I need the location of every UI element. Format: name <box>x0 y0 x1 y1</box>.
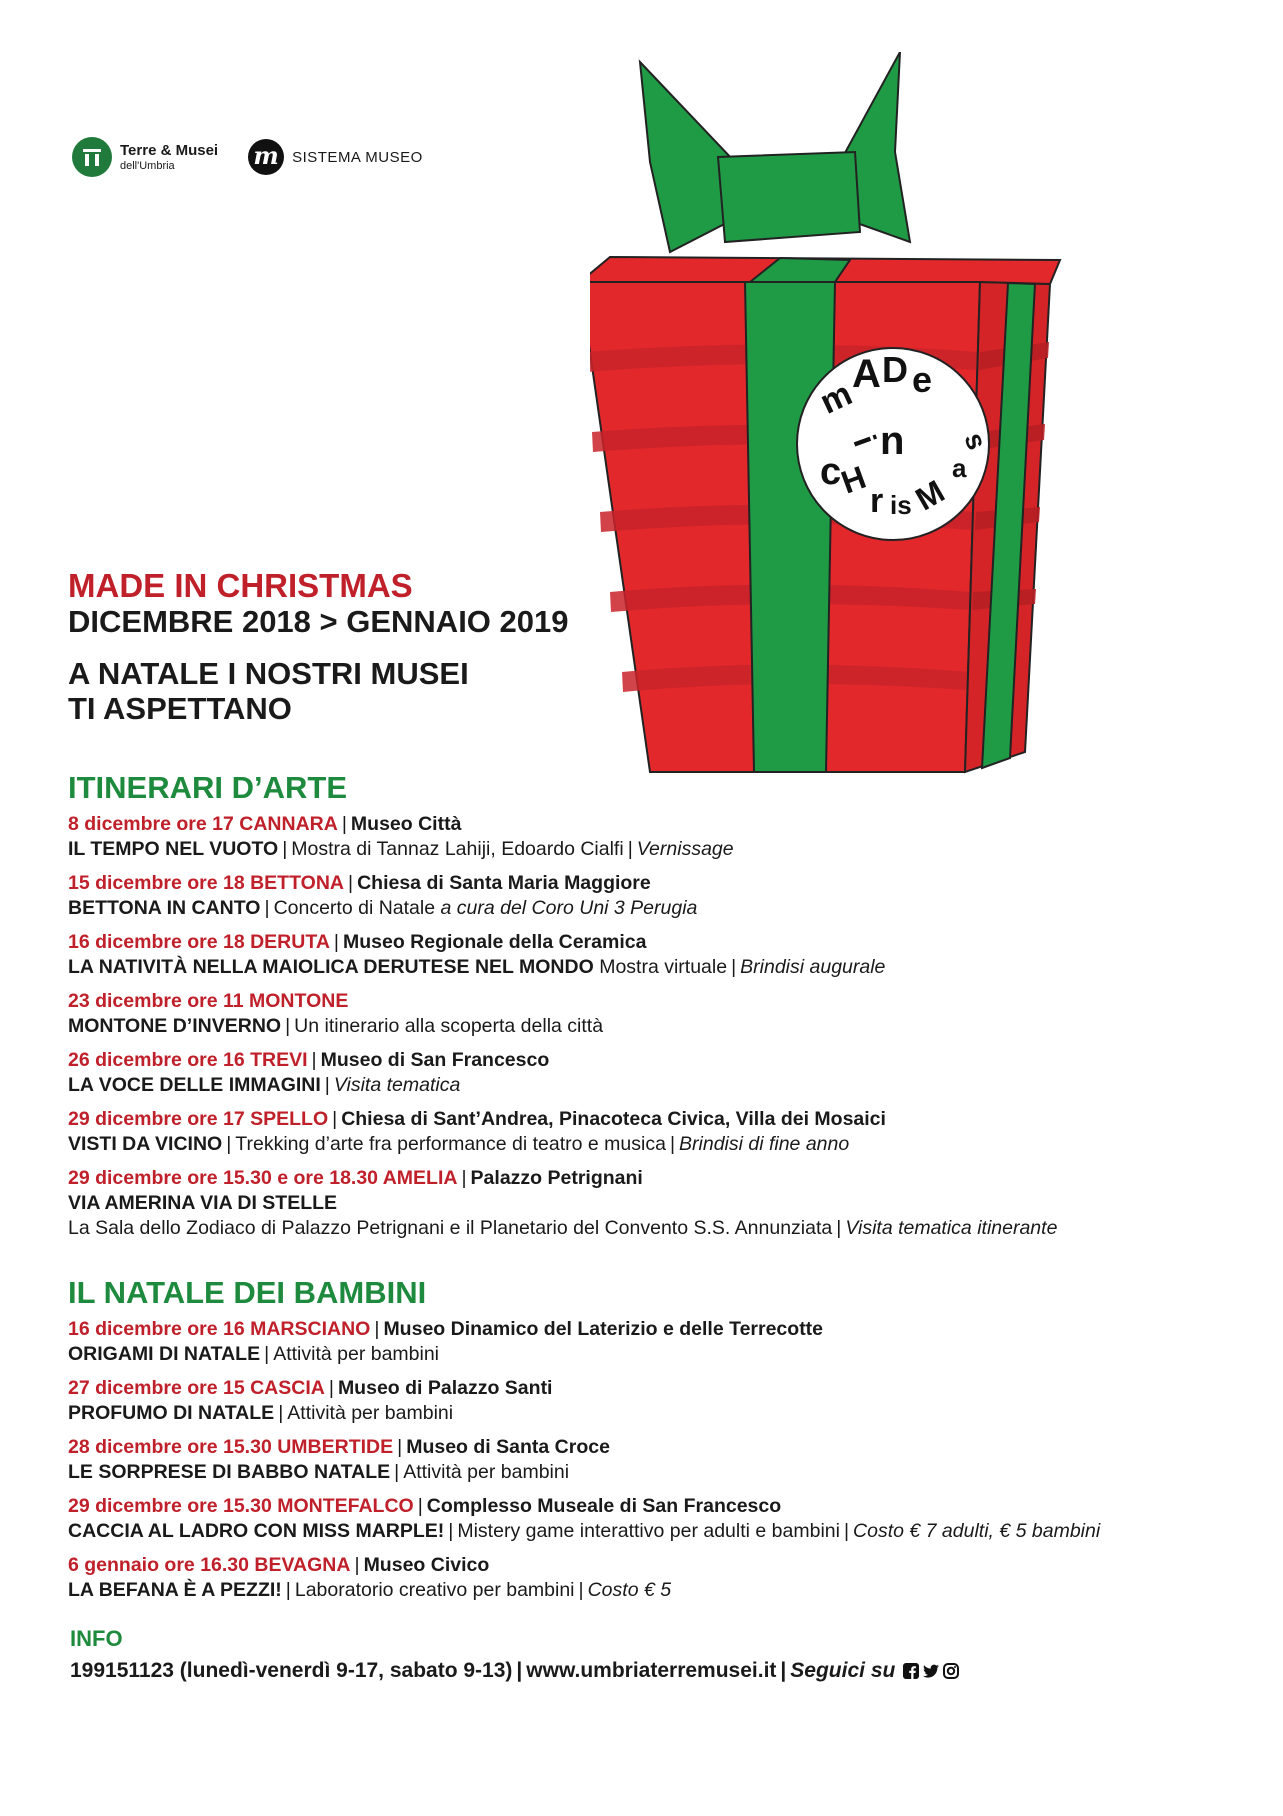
svg-text:c: c <box>820 451 842 493</box>
event-name: LA BEFANA È A PEZZI! <box>68 1579 282 1601</box>
separator: | <box>341 813 347 835</box>
event-list <box>68 812 1228 1241</box>
svg-text:M: M <box>909 472 951 518</box>
event-name: VIA AMERINA VIA DI STELLE <box>68 1192 338 1214</box>
info-follow: Seguici su <box>790 1659 896 1682</box>
event-venue: Museo Città <box>350 813 462 835</box>
svg-text:e: e <box>912 359 933 400</box>
event-date-place: 29 dicembre ore 15.30 MONTEFALCO <box>68 1495 414 1517</box>
event-when-line <box>68 1317 1228 1342</box>
separator: | <box>374 1318 380 1340</box>
event-desc: Concerto di Natale <box>273 897 436 919</box>
separator: | <box>448 1520 454 1542</box>
event-venue: Chiesa di Sant’Andrea, Pinacoteca Civica, Villa dei Mosaici <box>341 1108 886 1130</box>
event-item <box>68 1166 1228 1241</box>
event-venue: Chiesa di Santa Maria Maggiore <box>357 872 651 894</box>
event-when-line <box>68 1166 1228 1191</box>
event-title-line <box>68 896 1228 921</box>
event-desc: Mostra di Tannaz Lahiji, Edoardo Cialfi <box>291 838 624 860</box>
info-section <box>70 1626 963 1686</box>
instagram-icon[interactable] <box>943 1663 959 1679</box>
event-extra: Brindisi di fine anno <box>679 1133 850 1155</box>
separator: | <box>226 1133 232 1155</box>
event-desc: Attività per bambini <box>273 1343 440 1365</box>
separator: | <box>332 1108 338 1130</box>
svg-text:a: a <box>952 453 967 483</box>
event-when-line <box>68 930 1228 955</box>
separator: | <box>348 872 354 894</box>
event-when-line <box>68 1435 1228 1460</box>
event-extra: Brindisi augurale <box>740 956 886 978</box>
event-item <box>68 1435 1228 1485</box>
separator: | <box>578 1579 584 1601</box>
event-tagline: A NATALE I NOSTRI MUSEI TI ASPETTANO <box>68 656 469 726</box>
itinerari-section <box>68 770 1228 1250</box>
ribbon-front <box>745 282 835 772</box>
separator: | <box>843 1520 850 1542</box>
separator: | <box>417 1495 423 1517</box>
info-line: 199151123 (lunedì-venerdì 9-17, sabato 9-13) | www.umbriaterremusei.it | Seguici su <box>70 1656 963 1686</box>
event-name: LA NATIVITÀ NELLA MAIOLICA DERUTESE NEL MONDO <box>68 956 594 978</box>
event-desc: Trekking d’arte fra performance di teatro e musica <box>235 1133 666 1155</box>
event-when-line <box>68 989 1228 1014</box>
svg-text:D: D <box>882 349 908 390</box>
event-venue: Palazzo Petrignani <box>470 1167 643 1189</box>
event-name: CACCIA AL LADRO CON MISS MARPLE! <box>68 1520 445 1542</box>
event-desc: Un itinerario alla scoperta della città <box>294 1015 604 1037</box>
event-title-line <box>68 1132 1228 1157</box>
separator: | <box>836 1217 842 1239</box>
event-date-place: 23 dicembre ore 11 MONTONE <box>68 990 349 1012</box>
social-icons <box>903 1663 963 1679</box>
event-when-line <box>68 1553 1228 1578</box>
event-item <box>68 1494 1228 1544</box>
event-item <box>68 1107 1228 1157</box>
bow-knot <box>718 152 860 242</box>
logo-bar <box>72 132 423 182</box>
terre-musei-logo <box>72 137 218 177</box>
gift-box-illustration <box>590 52 1120 792</box>
event-dates: DICEMBRE 2018 > GENNAIO 2019 <box>68 604 569 639</box>
sistema-museo-name: SISTEMA MUSEO <box>292 148 423 166</box>
terre-musei-icon <box>72 137 112 177</box>
event-title-line <box>68 1073 1228 1098</box>
event-desc: Attività per bambini <box>287 1402 454 1424</box>
event-when-line <box>68 1376 1228 1401</box>
facebook-icon[interactable] <box>903 1663 919 1679</box>
event-desc: Laboratorio creativo per bambini <box>294 1579 575 1601</box>
separator: | <box>278 1402 284 1424</box>
event-desc: Mostra virtuale <box>599 956 728 978</box>
separator: | <box>669 1133 676 1155</box>
event-date-place: 27 dicembre ore 15 CASCIA <box>68 1377 325 1399</box>
event-extra: Vernissage <box>636 838 734 860</box>
event-desc-line <box>68 1216 1228 1241</box>
event-title-line <box>68 1578 1228 1603</box>
event-extra: Visita tematica <box>333 1074 461 1096</box>
separator: | <box>354 1554 360 1576</box>
event-date-place: 28 dicembre ore 15.30 UMBERTIDE <box>68 1436 394 1458</box>
event-name: PROFUMO DI NATALE <box>68 1402 275 1424</box>
event-name: MONTONE D’INVERNO <box>68 1015 282 1037</box>
svg-text:s: s <box>958 428 993 454</box>
separator: | <box>328 1377 334 1399</box>
event-extra: Costo € 7 adulti, € 5 bambini <box>853 1520 1101 1542</box>
event-when-line <box>68 812 1228 837</box>
event-name: BETTONA IN CANTO <box>68 897 261 919</box>
event-item <box>68 989 1228 1039</box>
info-phone: 199151123 (lunedì-venerdì 9-17, sabato 9-13) <box>70 1659 513 1682</box>
event-desc: La Sala dello Zodiaco di Palazzo Petrignani e il Planetario del Convento S.S. Annunziata <box>68 1217 833 1239</box>
separator: | <box>311 1049 317 1071</box>
svg-text:i: i <box>846 430 884 452</box>
event-title-line <box>68 955 1228 980</box>
event-date-place: 16 dicembre ore 18 DERUTA <box>68 931 330 953</box>
event-date-place: 15 dicembre ore 18 BETTONA <box>68 872 344 894</box>
event-title-line <box>68 1401 1228 1426</box>
event-list <box>68 1317 1228 1603</box>
event-venue: Museo Regionale della Ceramica <box>342 931 647 953</box>
section-title: IL NATALE DEI BAMBINI <box>68 1275 427 1310</box>
separator: | <box>333 931 339 953</box>
event-name: LE SORPRESE DI BABBO NATALE <box>68 1461 391 1483</box>
event-title-line <box>68 1342 1228 1367</box>
event-desc: Attività per bambini <box>403 1461 570 1483</box>
info-website[interactable]: www.umbriaterremusei.it <box>526 1659 777 1682</box>
event-venue: Museo di Santa Croce <box>406 1436 610 1458</box>
separator: | <box>397 1436 403 1458</box>
event-item <box>68 1553 1228 1603</box>
bambini-section <box>68 1275 1228 1612</box>
separator: | <box>285 1015 291 1037</box>
event-item <box>68 812 1228 862</box>
separator: | <box>627 838 633 860</box>
info-title: INFO <box>70 1626 123 1651</box>
event-title-line <box>68 837 1228 862</box>
separator: | <box>264 1343 270 1365</box>
event-name: LA VOCE DELLE IMMAGINI <box>68 1074 321 1096</box>
event-extra: Visita tematica itinerante <box>845 1217 1058 1239</box>
event-name: IL TEMPO NEL VUOTO <box>68 838 279 860</box>
svg-text:A: A <box>852 352 881 396</box>
event-extra: Costo € 5 <box>587 1579 672 1601</box>
svg-text:is: is <box>890 490 912 520</box>
separator: | <box>282 838 288 860</box>
event-when-line <box>68 1494 1228 1519</box>
terre-musei-name: Terre & Musei <box>120 141 219 159</box>
event-venue: Complesso Museale di San Francesco <box>426 1495 782 1517</box>
event-date-place: 29 dicembre ore 17 SPELLO <box>68 1108 329 1130</box>
event-date-place: 29 dicembre ore 15.30 e ore 18.30 AMELIA <box>68 1167 458 1189</box>
svg-text:r: r <box>870 482 884 520</box>
section-title: ITINERARI D’ARTE <box>68 770 347 805</box>
event-item <box>68 1317 1228 1367</box>
event-when-line <box>68 1107 1228 1132</box>
svg-text:H: H <box>836 458 871 501</box>
event-extra: a cura del Coro Uni 3 Perugia <box>440 897 698 919</box>
event-venue: Museo di San Francesco <box>320 1049 550 1071</box>
separator: | <box>285 1579 291 1601</box>
sistema-museo-icon: m <box>248 139 284 175</box>
event-title-line <box>68 1460 1228 1485</box>
terre-musei-sub: dell'Umbria <box>120 159 175 172</box>
event-venue: Museo Civico <box>363 1554 490 1576</box>
event-title-line <box>68 1191 1228 1216</box>
sistema-museo-logo <box>248 139 423 175</box>
event-date-place: 8 dicembre ore 17 CANNARA <box>68 813 338 835</box>
svg-text:m: m <box>814 374 858 422</box>
event-name: VISTI DA VICINO <box>68 1133 223 1155</box>
event-item <box>68 930 1228 980</box>
twitter-icon[interactable] <box>923 1663 939 1679</box>
separator: | <box>731 956 737 978</box>
event-item <box>68 1048 1228 1098</box>
event-name: ORIGAMI DI NATALE <box>68 1343 261 1365</box>
event-title-line <box>68 1519 1228 1544</box>
event-desc: Mistery game interattivo per adulti e bambini <box>457 1520 840 1542</box>
event-venue: Museo Dinamico del Laterizio e delle Terrecotte <box>383 1318 824 1340</box>
event-venue: Museo di Palazzo Santi <box>337 1377 553 1399</box>
event-date-place: 6 gennaio ore 16.30 BEVAGNA <box>68 1554 351 1576</box>
event-item <box>68 871 1228 921</box>
svg-text:n: n <box>880 419 905 463</box>
event-date-place: 16 dicembre ore 16 MARSCIANO <box>68 1318 371 1340</box>
event-title-line <box>68 1014 1228 1039</box>
event-item <box>68 1376 1228 1426</box>
separator: | <box>394 1461 400 1483</box>
separator: | <box>264 897 270 919</box>
separator: | <box>461 1167 467 1189</box>
event-header <box>68 568 569 726</box>
event-when-line <box>68 1048 1228 1073</box>
separator: | <box>324 1074 330 1096</box>
event-when-line <box>68 871 1228 896</box>
event-title: MADE IN CHRISTMAS <box>68 567 413 604</box>
event-date-place: 26 dicembre ore 16 TREVI <box>68 1049 308 1071</box>
